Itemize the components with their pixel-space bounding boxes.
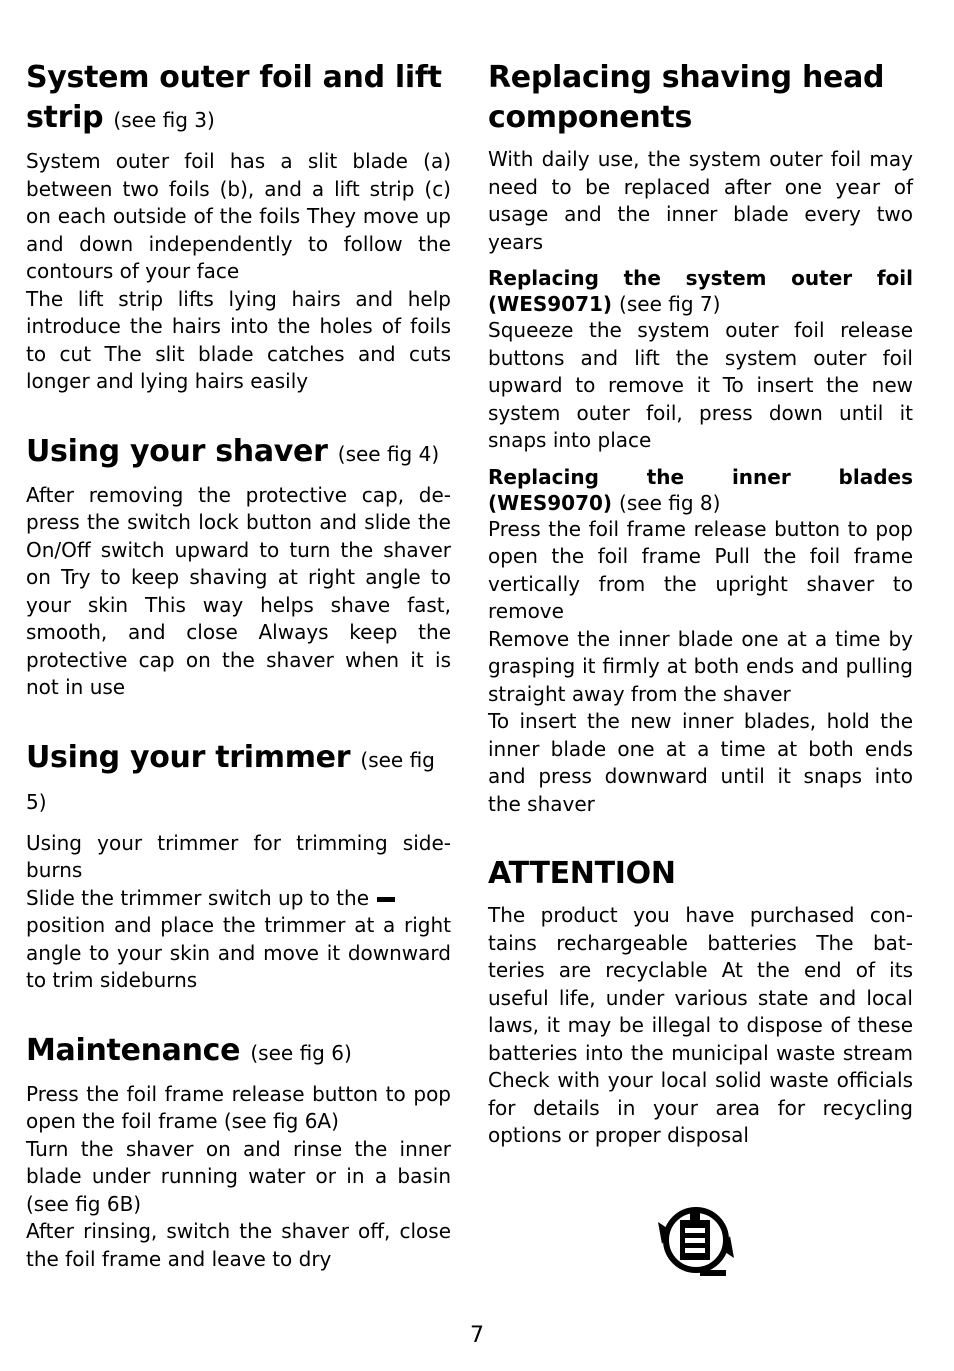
figure-reference: (see fig 8) — [619, 490, 721, 515]
left-column — [26, 58, 451, 1273]
section-heading — [26, 432, 451, 474]
paragraph: With daily use, the system outer foil may need to be replaced after one year of usage and the inner blade every two years — [488, 147, 913, 254]
subsection-outer-foil — [488, 265, 913, 455]
paragraph: Using your trimmer for trimming side-burns — [26, 830, 451, 882]
paragraph: Turn the shaver on and rinse the inner blade under running water or in a basin (see fig 6B) — [26, 1136, 451, 1216]
paragraph-text: Slide the trimmer switch up to the — [26, 885, 370, 910]
section-heading: Replacing shaving head components — [488, 60, 885, 135]
figure-reference: (see fig 6) — [250, 1040, 352, 1065]
section-using-trimmer — [26, 738, 451, 995]
subsection-inner-blades — [488, 464, 913, 819]
section-attention — [488, 854, 913, 1150]
section-maintenance — [26, 1031, 451, 1274]
paragraph: System outer foil has a slit blade (a) between two foils (b), and a lift strip (c) on each outside of the foils They move up and down independently to follow the contours of your face — [26, 149, 451, 283]
heading-text: Replacing the inner blades (WES9070) — [488, 464, 913, 515]
page-number: 7 — [470, 1323, 484, 1348]
figure-reference: (see fig 3) — [113, 108, 215, 132]
heading-text: Using your shaver — [26, 433, 328, 469]
paragraph: Squeeze the system outer foil release buttons and lift the system outer foil upward to remove it To insert the new system outer foil, press down until it snaps into place — [488, 318, 913, 452]
battery-recycling-seal-icon — [650, 1200, 742, 1282]
heading-text: Maintenance — [26, 1032, 241, 1068]
section-heading — [26, 1031, 451, 1073]
paragraph: Press the foil frame release button to pop open the foil frame Pull the foil frame vertically from the upright shaver to remove — [488, 516, 913, 623]
trimmer-position-icon — [377, 897, 395, 902]
section-heading: ATTENTION — [488, 856, 676, 891]
heading-text: Replacing the system outer foil (WES9071) — [488, 266, 913, 316]
paragraph: After removing the protective cap, de-press the switch lock button and slide the On/Off switch upward to turn the shaver on Try to keep shaving at right angle to your skin This way helps shave fast, smooth, and close Always keep the protective cap on the shaver when it is not in use — [26, 482, 451, 699]
figure-reference: (see fig 4) — [337, 441, 440, 466]
heading-text: System outer foil and lift strip — [26, 60, 442, 135]
section-system-outer-foil — [26, 58, 451, 396]
heading-text: Using your trimmer — [26, 739, 351, 775]
subsection-heading — [488, 265, 913, 317]
figure-reference: (see fig 7) — [619, 292, 721, 316]
section-heading — [26, 58, 451, 140]
paragraph: Remove the inner blade one at a time by grasping it firmly at both ends and pulling straight away from the shaver — [488, 626, 913, 706]
section-replacing-components — [488, 58, 913, 256]
paragraph: To insert the new inner blades, hold the inner blade one at a time at both ends and press downward until it snaps into the shaver — [488, 709, 913, 816]
section-using-shaver — [26, 432, 451, 702]
section-heading — [26, 738, 451, 822]
subsection-heading — [488, 464, 913, 516]
figure-reference: (see fig 5) — [26, 747, 435, 814]
paragraph: The lift strip lifts lying hairs and help introduce the hairs into the holes of foils to cut The slit blade catches and cuts longer and lying hairs easily — [26, 286, 451, 393]
paragraph — [26, 885, 451, 913]
paragraph: The product you have purchased con-tains rechargeable batteries The bat-teries are recyclable At the end of its useful life, under various state and local laws, it may be illegal to dispose of these batteries into the municipal waste stream Check with your local solid waste officials for details in your area for recycling options or proper disposal — [488, 903, 913, 1147]
paragraph: After rinsing, switch the shaver off, close the foil frame and leave to dry — [26, 1219, 451, 1271]
paragraph: position and place the trimmer at a right angle to your skin and move it downward to trim sideburns — [26, 913, 451, 992]
paragraph: Press the foil frame release button to pop open the foil frame (see fig 6A) — [26, 1081, 451, 1133]
right-column — [488, 58, 913, 1150]
